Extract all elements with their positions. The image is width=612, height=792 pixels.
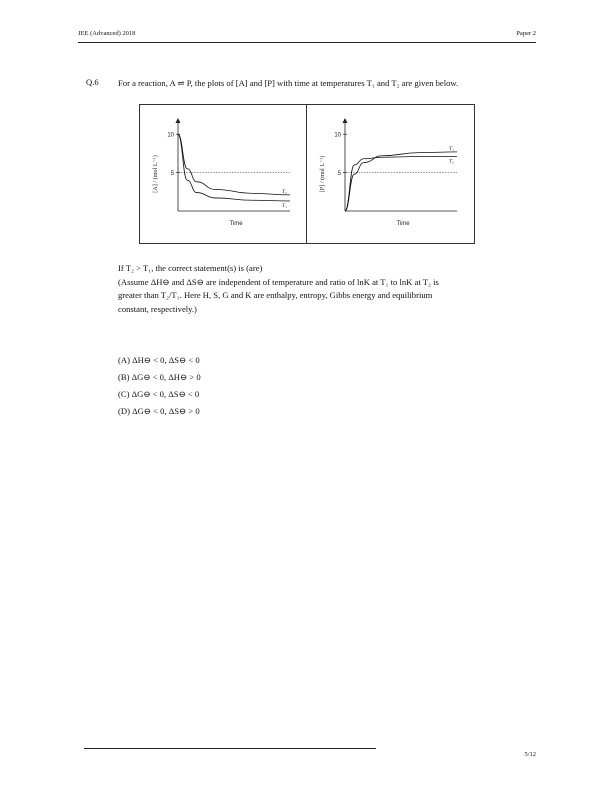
- footer-rule: [84, 748, 376, 749]
- options-list: [118, 352, 201, 420]
- plot-p-curve-2: [345, 156, 457, 211]
- plot-p-y-arrow: [343, 118, 348, 123]
- body-line-1: If T₂ > T₁, the correct statement(s) is (are): [118, 263, 263, 273]
- plot-p-curve-1: [345, 152, 457, 211]
- plot-p-curve-label-upper: T₁: [449, 145, 454, 152]
- plot-a-y-arrow: [176, 118, 181, 123]
- header-rule: [78, 42, 536, 43]
- question-number: Q.6: [86, 77, 99, 87]
- plot-A: [140, 105, 306, 243]
- plot-P-svg: [307, 105, 473, 243]
- plot-a-curve-2: [178, 134, 290, 201]
- plot-p-tick-5-label: 5: [337, 170, 341, 177]
- plot-a-curve-label-upper: T₂: [282, 188, 287, 195]
- plot-a-y-label: [A] / (mol L⁻¹): [152, 155, 159, 193]
- option-d[interactable]: (D) ΔG⊖ < 0, ΔS⊖ > 0: [118, 406, 200, 416]
- option-c[interactable]: (C) ΔG⊖ < 0, ΔS⊖ < 0: [118, 389, 200, 399]
- plot-p-tick-10-label: 10: [334, 132, 341, 139]
- question-body: [118, 262, 538, 316]
- plot-A-svg: [140, 105, 306, 243]
- question-text: For a reaction, A ⇌ P, the plots of [A] and [P] with time at temperatures T₁ and T₂ are given below.: [118, 78, 459, 88]
- paper-label: Paper 2: [516, 30, 536, 37]
- plot-P: [307, 105, 473, 243]
- page-header: [78, 30, 536, 42]
- plot-a-curve-1: [178, 134, 290, 195]
- option-b[interactable]: (B) ΔG⊖ < 0, ΔH⊖ > 0: [118, 372, 201, 382]
- body-line-3: greater than T₂/T₁. Here H, S, G and K are enthalpy, entropy, Gibbs energy and equilibrium: [118, 290, 433, 300]
- plot-p-curve-label-lower: T₂: [449, 158, 454, 165]
- exam-title: JEE (Advanced) 2018: [78, 30, 136, 37]
- plot-a-x-label: Time: [229, 221, 243, 227]
- plot-p-y-label: [P] / (mol L⁻¹): [319, 155, 326, 193]
- page-number: 5/12: [524, 751, 536, 758]
- plot-a-tick-5-label: 5: [170, 170, 174, 177]
- plot-p-x-label: Time: [396, 221, 410, 227]
- figure: [139, 104, 475, 244]
- plot-a-curve-label-lower: T₁: [282, 203, 287, 210]
- option-a[interactable]: (A) ΔH⊖ < 0, ΔS⊖ < 0: [118, 355, 200, 365]
- body-line-4: constant, respectively.): [118, 303, 197, 314]
- body-line-2: (Assume ΔH⊖ and ΔS⊖ are independent of temperature and ratio of lnK at T₁ to lnK at T₂ is: [118, 276, 439, 287]
- plot-a-tick-10-label: 10: [167, 132, 174, 139]
